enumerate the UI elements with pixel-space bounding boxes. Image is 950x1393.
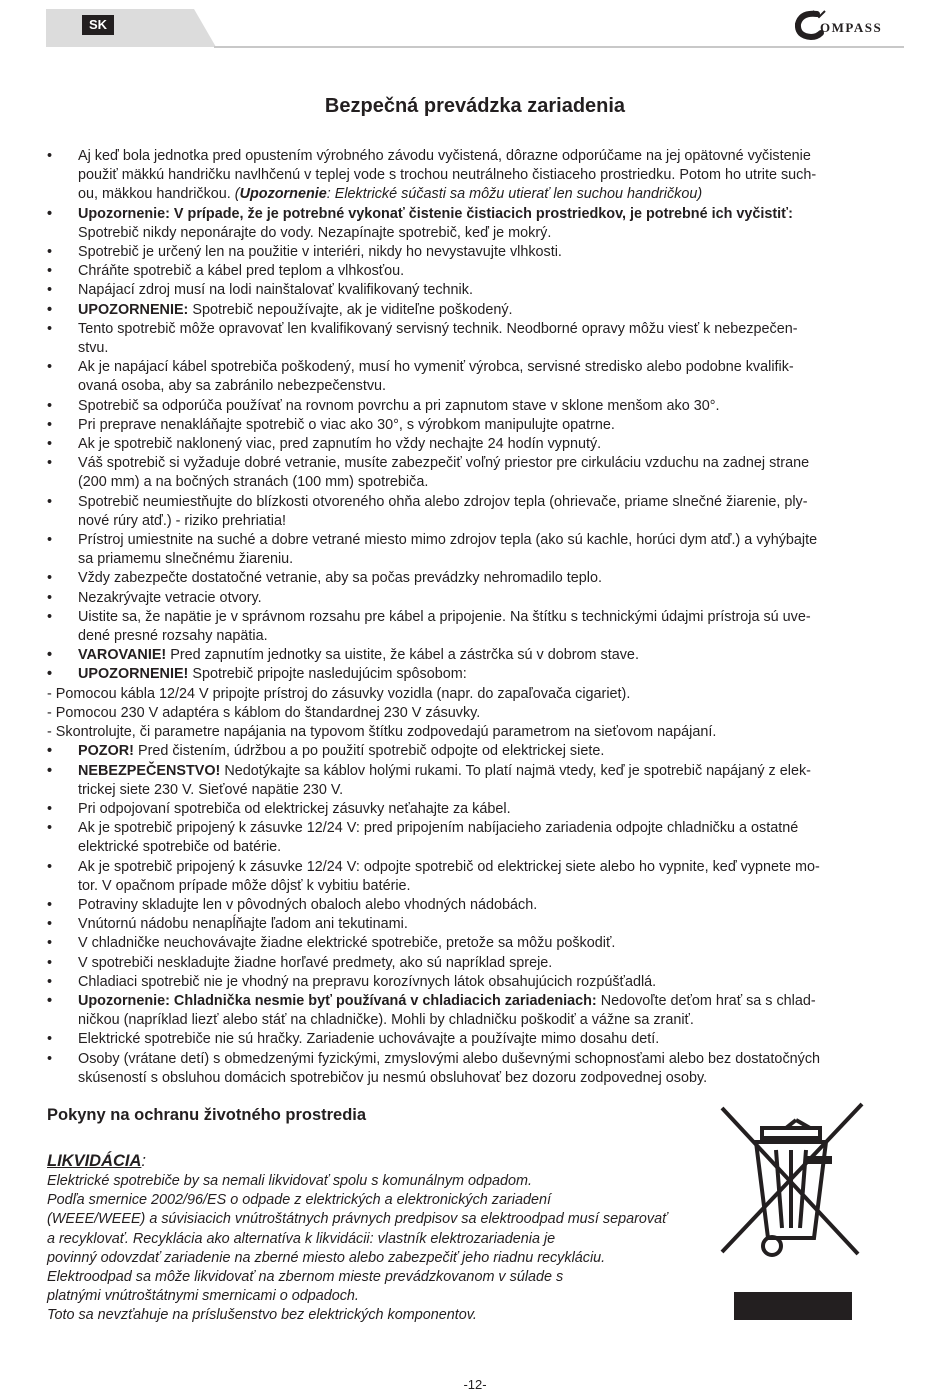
instruction-line <box>78 954 907 973</box>
instruction-line <box>78 166 907 185</box>
text-run: Spotrebič neumiestňujte do blízkosti otvoreného ohňa alebo zdrojov tepla (ohrievače, priame slnečné žiarenie, ply- <box>78 493 808 510</box>
instruction-item <box>47 819 907 857</box>
text-run: Spotrebič pripojte nasledujúcim spôsobom: <box>188 666 467 683</box>
disposal-line: a recyklovať. Recyklácia ako alternatíva k likvidácii: vlastník elektrozariadenia je <box>47 1230 556 1247</box>
instruction-item <box>47 646 907 665</box>
text-run: ničkou (napríklad liezť alebo stáť na chladničke). Mohli by chladničku poškodiť a vážne sa zraniť. <box>78 1012 694 1029</box>
weee-crossed-bin-icon <box>716 1100 868 1330</box>
text-run: elektrické spotrebiče od batérie. <box>78 839 282 856</box>
instruction-line <box>78 742 907 761</box>
text-run: Aj keď bola jednotka pred opustením výrobného závodu vyčistená, dôrazne odporúčame na jej opätovné vyčistenie <box>78 148 811 164</box>
text-run: UPOZORNENIE! <box>78 666 189 683</box>
text-run: stvu. <box>78 340 109 357</box>
instruction-line <box>78 896 907 915</box>
instruction-line <box>78 934 907 953</box>
text-run: Spotrebič je určený len na použitie v interiéri, nikdy ho nevystavujte vlhkosti. <box>78 244 562 261</box>
disposal-text <box>47 1172 747 1326</box>
text-run: Upozornenie: Chladnička nesmie byť používaná v chladiacich zariadeniach: <box>78 992 597 1009</box>
text-run: Chráňte spotrebič a kábel pred teplom a vlhkosťou. <box>78 263 405 280</box>
instruction-line <box>78 800 907 819</box>
text-run: Váš spotrebič si vyžaduje dobré vetranie, musíte zabezpečiť voľný priestor pre cirkuláciu vzduchu na zadnej strane <box>78 455 810 472</box>
instruction-line <box>47 723 907 742</box>
text-run: Upozornenie <box>239 186 327 203</box>
text-run: Vnútornú nádobu nenapĺňajte ľadom ani tekutinami. <box>78 916 408 933</box>
instruction-item <box>47 742 907 761</box>
instruction-line <box>78 915 907 934</box>
instruction-line <box>78 646 907 665</box>
text-run: (200 mm) a na bočných stranách (100 mm) spotrebiča. <box>78 474 429 491</box>
text-run: Ak je napájací kábel spotrebiča poškodený, musí ho vymeniť výrobca, servisné stredisko alebo podobne kvalifik- <box>78 359 794 376</box>
instruction-line <box>78 339 907 358</box>
text-run: Elektrické spotrebiče nie sú hračky. Zariadenie uchovávajte a používajte mimo dosahu detí. <box>78 1031 660 1048</box>
instruction-item <box>47 800 907 819</box>
instruction-item <box>47 454 907 492</box>
text-run: Spotrebič sa odporúča používať na rovnom povrchu a pri zapnutom stave v sklone menšom ako 30°. <box>78 397 720 414</box>
text-run: Ak je spotrebič naklonený viac, pred zapnutím ho vždy nechajte 24 hodín vypnutý. <box>78 436 602 453</box>
instruction-item <box>47 262 907 281</box>
instruction-line <box>47 704 907 723</box>
disposal-line: Elektroodpad sa môže likvidovať na zbernom mieste prevádzkovanom v súlade s <box>47 1269 564 1286</box>
instruction-item <box>47 934 907 953</box>
disposal-line: Podľa smernice 2002/96/ES o odpade z elektrických a elektronických zariadení <box>47 1192 552 1209</box>
text-run: Vždy zabezpečte dostatočné vetranie, aby sa počas prevádzky nehromadilo teplo. <box>78 570 602 587</box>
text-run: Napájací zdroj musí na lodi nainštalovať kvalifikovaný technik. <box>78 282 473 299</box>
disposal-line: Toto sa nevzťahuje na príslušenstvo bez elektrických komponentov. <box>47 1307 477 1324</box>
instruction-line <box>78 877 907 896</box>
text-run: trickej siete 230 V. Sieťové napätie 230 V. <box>78 781 344 798</box>
instruction-item <box>47 589 907 608</box>
instruction-item <box>47 435 907 454</box>
page-number: -12- <box>463 1377 487 1392</box>
disposal-colon: : <box>141 1152 147 1170</box>
language-tag: SK <box>82 15 114 35</box>
instruction-item <box>47 493 907 531</box>
instruction-item <box>47 704 907 723</box>
text-run: Upozornenie: V prípade, že je potrebné vykonať čistenie čistiacich prostriedkov, je potrebné ich vyčistiť: <box>78 205 793 222</box>
instruction-line <box>78 1069 907 1088</box>
instruction-line <box>78 185 907 204</box>
header-divider <box>214 46 904 48</box>
instruction-line <box>78 281 907 300</box>
text-run: Nezakrývajte vetracie otvory. <box>78 589 262 606</box>
text-run: dené presné rozsahy napätia. <box>78 628 268 645</box>
disposal-line: povinný odovzdať zariadenie na zberné miesto alebo zabezpečiť jeho riadnu recykláciu. <box>47 1249 606 1266</box>
text-run: Osoby (vrátane detí) s obmedzenými fyzickými, zmyslovými alebo duševnými schopnosťami alebo bez dostatočných <box>78 1050 821 1067</box>
text-run: Ak je spotrebič pripojený k zásuvke 12/24 V: odpojte spotrebič od elektrickej siete alebo ho vypnite, keď vypnete mo- <box>78 858 820 875</box>
instruction-line <box>78 1011 907 1030</box>
text-run: - Pomocou 230 V adaptéra s káblom do štandardnej 230 V zásuvky. <box>47 704 481 721</box>
instruction-line <box>78 608 907 627</box>
page-title: Bezpečná prevádzka zariadenia <box>324 95 626 117</box>
instruction-item <box>47 685 907 704</box>
instruction-item <box>47 723 907 742</box>
text-run: ovaná osoba, aby sa zabránilo nebezpečenstvu. <box>78 378 387 395</box>
instruction-line <box>78 531 907 550</box>
instruction-line <box>78 473 907 492</box>
instruction-line <box>78 858 907 877</box>
instruction-item <box>47 281 907 300</box>
instruction-line <box>78 1050 907 1069</box>
instruction-line <box>78 262 907 281</box>
logo-wordmark: OMPASS <box>820 20 883 35</box>
text-run: POZOR! <box>78 743 134 760</box>
instruction-line <box>78 320 907 339</box>
instruction-item <box>47 301 907 320</box>
instruction-item <box>47 858 907 896</box>
text-run: tor. V opačnom prípade môže dôjsť k vybitiu batérie. <box>78 877 411 894</box>
instruction-item <box>47 762 907 800</box>
instruction-item <box>47 973 907 992</box>
disposal-label: LIKVIDÁCIA <box>47 1152 142 1170</box>
safety-instructions-list <box>47 147 907 1088</box>
disposal-line: platnými vnútroštátnymi smernicami o odpadoch. <box>47 1288 359 1305</box>
instruction-line <box>78 493 907 512</box>
text-run: Spotrebič nepoužívajte, ak je viditeľne poškodený. <box>188 301 513 318</box>
instruction-item <box>47 397 907 416</box>
instruction-line <box>78 550 907 569</box>
disposal-heading <box>47 1150 146 1172</box>
instruction-line <box>78 454 907 473</box>
instruction-line <box>78 147 907 166</box>
text-run: Nedovoľte deťom hrať sa s chlad- <box>596 992 816 1009</box>
instruction-line <box>78 377 907 396</box>
instruction-line <box>78 819 907 838</box>
instruction-item <box>47 416 907 435</box>
text-run: ( <box>234 186 240 203</box>
text-run: Nedotýkajte sa káblov holými rukami. To platí najmä vtedy, keď je spotrebič napájaný z elek- <box>220 762 811 779</box>
instruction-item <box>47 608 907 646</box>
text-run: NEBEZPEČENSTVO! <box>78 762 221 779</box>
instruction-line <box>78 665 907 684</box>
environment-heading: Pokyny na ochranu životného prostredia <box>47 1106 367 1124</box>
instruction-line <box>78 205 907 224</box>
text-run: sa priamemu slnečnému žiareniu. <box>78 551 294 568</box>
text-run: V spotrebiči neskladujte žiadne horľavé predmety, ako sú napríklad spreje. <box>78 954 553 971</box>
instruction-line <box>78 512 907 531</box>
text-run: Pred zapnutím jednotky sa uistite, že kábel a zástrčka sú v dobrom stave. <box>166 647 639 664</box>
instruction-line <box>78 762 907 781</box>
instruction-item <box>47 896 907 915</box>
header-band <box>46 9 216 47</box>
text-run: ou, mäkkou handričkou. <box>78 186 235 203</box>
text-run: Spotrebič nikdy neponárajte do vody. Nezapínajte spotrebič, keď je mokrý. <box>78 224 552 241</box>
instruction-item <box>47 992 907 1030</box>
instruction-line <box>78 781 907 800</box>
disposal-line: Elektrické spotrebiče by sa nemali likvidovať spolu s komunálnym odpadom. <box>47 1173 533 1189</box>
instruction-line <box>47 685 907 704</box>
instruction-item <box>47 243 907 262</box>
instruction-line <box>78 973 907 992</box>
instruction-item <box>47 569 907 588</box>
instruction-line <box>78 838 907 857</box>
instruction-item <box>47 531 907 569</box>
text-run: Pri preprave nenakláňajte spotrebič o viac ako 30°, s výrobkom manipulujte opatrne. <box>78 416 615 433</box>
text-run: V chladničke neuchovávajte žiadne elektrické spotrebiče, pretože sa môžu poškodiť. <box>78 935 616 952</box>
instruction-item <box>47 205 907 243</box>
text-run: - Pomocou kábla 12/24 V pripojte prístroj do zásuvky vozidla (napr. do zapaľovača cigariet). <box>47 685 631 702</box>
instruction-line <box>78 992 907 1011</box>
text-run: Tento spotrebič môže opravovať len kvalifikovaný servisný technik. Neodborné opravy môžu viesť k nebezpečen- <box>78 320 798 337</box>
text-run: Pred čistením, údržbou a po použití spotrebič odpojte od elektrickej siete. <box>133 743 605 760</box>
instruction-line <box>78 627 907 646</box>
instruction-line <box>78 435 907 454</box>
instruction-line <box>78 224 907 243</box>
instruction-item <box>47 320 907 358</box>
instruction-line <box>78 243 907 262</box>
text-run: : Elektrické súčasti sa môžu utierať len suchou handričkou) <box>326 186 703 203</box>
text-run: UPOZORNENIE: <box>78 301 189 318</box>
instruction-item <box>47 665 907 684</box>
instruction-item <box>47 1030 907 1049</box>
instruction-item <box>47 1050 907 1088</box>
instruction-line <box>78 301 907 320</box>
text-run: Uistite sa, že napätie je v správnom rozsahu pre kábel a pripojenie. Na štítku s technickými údajmi prístroja sú uve- <box>78 608 811 625</box>
text-run: nové rúry atď.) - riziko prehriatia! <box>78 512 286 529</box>
text-run: VAROVANIE! <box>78 647 167 664</box>
instruction-line <box>78 589 907 608</box>
instruction-line <box>78 1030 907 1049</box>
text-run: použiť mäkkú handričku navlhčenú v teplej vode s trochou neutrálneho čistiaceho prostriedku. Potom ho utrite such- <box>78 167 817 184</box>
text-run: Potraviny skladujte len v pôvodných obaloch alebo vhodných nádobách. <box>78 896 538 913</box>
instruction-line <box>78 416 907 435</box>
text-run: Ak je spotrebič pripojený k zásuvke 12/24 V: pred pripojením nabíjacieho zariadenia odpojte chladničku a ostatné <box>78 820 799 837</box>
text-run: Pri odpojovaní spotrebiča od elektrickej zásuvky neťahajte za kábel. <box>78 800 511 817</box>
text-run: Prístroj umiestnite na suché a dobre vetrané miesto mimo zdrojov tepla (ako sú kachle, horúci dym atď.) a vyhýbajte <box>78 532 818 549</box>
text-run: - Skontrolujte, či parametre napájania na typovom štítku zodpovedajú parametrom na sieťovom napájaní. <box>47 724 717 741</box>
instruction-item <box>47 954 907 973</box>
text-run: Chladiaci spotrebič nie je vhodný na prepravu korozívnych látok obsahujúcich rozpúšťadlá. <box>78 973 657 990</box>
instruction-line <box>78 397 907 416</box>
instruction-item <box>47 915 907 934</box>
instruction-line <box>78 569 907 588</box>
instruction-item <box>47 147 907 205</box>
text-run: skúseností s obsluhou domácich spotrebičov ju nesmú obsluhovať bez dozoru zodpovednej osoby. <box>78 1069 708 1086</box>
instruction-line <box>78 358 907 377</box>
instruction-item <box>47 358 907 396</box>
disposal-line: (WEEE/WEEE) a súvisiacich vnútroštátnych právnych predpisov sa elektroodpad musí separovať <box>47 1211 668 1228</box>
